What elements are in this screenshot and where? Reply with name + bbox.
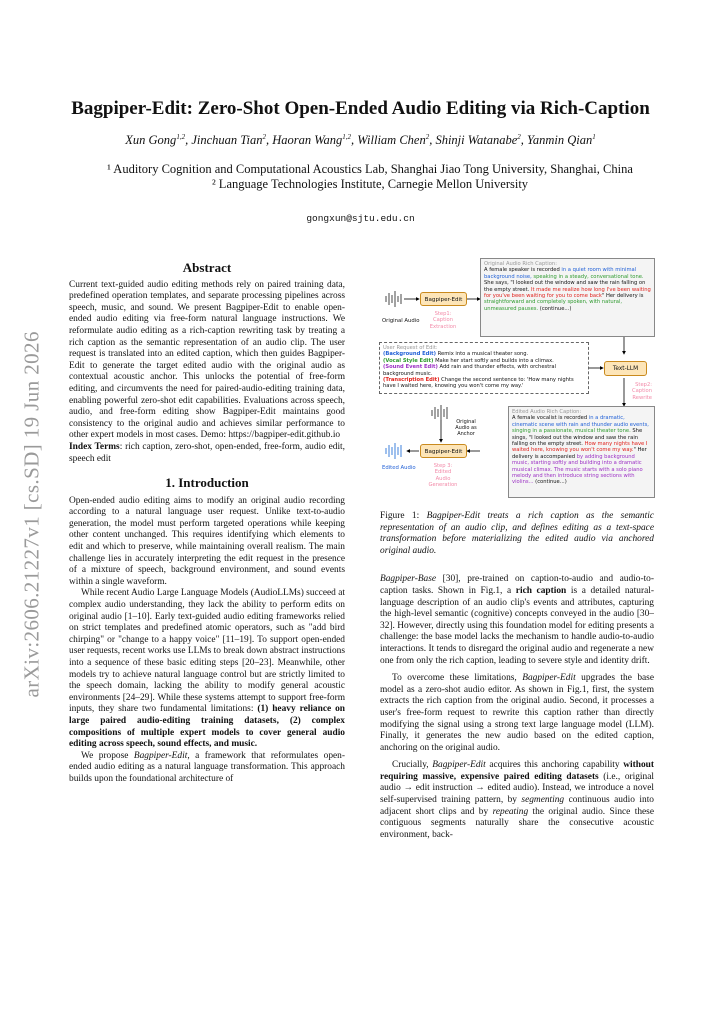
affiliation-2: ² Language Technologies Institute, Carnegie Mellon University — [211, 177, 529, 191]
index-terms — [69, 442, 345, 465]
rp3-bold: without requiring massive, expensive paired editing datasets — [380, 760, 654, 782]
caption-text: Bagpiper-Edit treats a rich caption as the semantic representation of an audio clip, and defines editing as a text-space transformation before materializing the edited audio via anchored original audio. — [380, 511, 654, 556]
edited-audio-label: Edited Audio — [382, 465, 416, 471]
intro-paragraph-2 — [69, 588, 345, 750]
arxiv-identifier: arXiv:2606.21227v1 [cs.SD] 19 Jun 2026 — [19, 331, 44, 698]
right-paragraph-3 — [380, 760, 654, 841]
rp3-i3: repeating — [492, 806, 529, 817]
oc-5: It made me realize how long I've been waiting for you've been waiting for you to come back — [484, 286, 651, 300]
original-audio-label: Original Audio — [382, 318, 420, 324]
ec-7: by adding background music, starting softly and building into a dramatic musical climax. — [512, 453, 642, 473]
intro-p3-a: We propose — [81, 750, 134, 761]
intro-paragraph-1: Open-ended audio editing aims to modify an original audio recording according to a natural language user request. Unlike text-to-audio generation, the model must perform targeted operations while keeping other content unchanged. This requires identifying which elements to edit and which to preserve, while maintaining overall realism. The main challenge lies in accurately interpreting the edit request in the presence of a mixture of speech, background environment, and sound events within a single waveform. — [69, 495, 345, 587]
oc-8: (continue...) — [538, 305, 572, 312]
step1-label: Step1: Caption Extraction — [429, 311, 457, 330]
figure-1 — [379, 258, 655, 498]
oc-3: speaking in a steady, conversational tone. — [531, 273, 644, 280]
bagpiper-box-bottom: Bagpiper-Edit — [420, 444, 467, 458]
req-sound-text: Add rain and thunder effects, with orchestral background music. — [383, 364, 557, 377]
rp2-a: To overcome these limitations, — [392, 673, 523, 684]
req-trans-text: Change the second sentence to: 'How many nights have I waited here, knowing you won't come my way.' — [383, 377, 574, 390]
oc-2: in a quiet room with minimal background noise, — [484, 267, 637, 280]
rp1-c: is a detailed natural-language description of an audio clip's events and attributes, capturing the high-level semantic (cognitive) concepts conveyed in the audio [30–32]. However, directly using this foundation model for editing presents a challenge: the base model lacks the mechanism to handle audio-to-audio interactions. It tends to disregard the original audio and regenerate a new one from only the rich caption, leading to severe style and identity drift. — [380, 585, 654, 666]
ec-8: The music starts with a solo piano melody and then introduce string sections with violins... — [512, 466, 643, 486]
anchor-label: Original Audio as Anchor — [455, 419, 477, 437]
ec-4: She sings, "I looked out the window and saw the rain falling on the empty street. — [512, 428, 643, 448]
rp3-e: the original audio. Since these contiguous segments naturally share the consecutive acoustic environment, back- — [380, 806, 654, 840]
text-llm-box: Text-LLM — [604, 361, 647, 376]
rp3-i: Bagpiper-Edit — [432, 760, 486, 771]
req-trans-tag: (Transcription Edit) — [383, 377, 440, 384]
intro-p2-text: While recent Audio Large Language Models (AudioLLMs) succeed at complex audio understanding, they lack the ability to perform edits on original audio [1–10]. Early text-guided audio editing frameworks relied on strict templates and predefined atomic operators, such as "add bird chirping" or "change to a happy voice" [11–19]. To support open-ended user requests, recent works use LLMs to break down abstract instructions into a sequence of these basic editing steps [20–23]. Meanwhile, other models try to achieve natural language control but are strictly limited to the speech domain, lacking the ability to modify general acoustic environments [24–29]. While these systems attempt to support free-form inputs, they share two fundamental limitations: — [69, 588, 345, 715]
oc-7: straightforward and completely spoken, with natural, unmeasured pauses. — [484, 299, 623, 312]
step3-label: Step 3: Edited Audio Generation — [428, 463, 458, 489]
request-title: User Request of Edit: — [383, 345, 438, 351]
author-email: gongxun@sjtu.edu.cn — [306, 213, 415, 224]
ec-2: in a dramatic, cinematic scene with rain and thunder audio events, — [512, 415, 649, 428]
intro-p3-b: , a framework that reformulates open-ended audio editing as a natural language transformation. This approach builds upon the foundational architecture of — [69, 750, 345, 784]
rp2-i: Bagpiper-Edit — [522, 673, 576, 684]
oc-1: A female speaker is recorded — [484, 267, 562, 274]
paper-title: Bagpiper-Edit: Zero-Shot Open-Ended Audio Editing via Rich-Caption — [71, 98, 650, 119]
rp1-b: [30], pre-trained on caption-to-audio and audio-to-caption tasks. Shown in Fig.1, a — [380, 574, 654, 596]
waveform-icon-anchor — [432, 405, 447, 421]
rp1-bold: rich caption — [515, 585, 567, 596]
affiliations — [70, 162, 670, 192]
rp1-a: Bagpiper-Base — [380, 574, 437, 585]
right-column — [380, 511, 654, 841]
left-column — [69, 262, 345, 786]
index-terms-label: Index Terms — [69, 441, 120, 452]
right-paragraph-1 — [380, 574, 654, 667]
step2-label: Step2: Caption Rewrite — [631, 382, 652, 401]
ec-3: singing in a passionate, musical theater tone. — [512, 428, 631, 435]
intro-p3-model: Bagpiper-Edit — [133, 750, 188, 761]
edited-caption-title: Edited Audio Rich Caption: — [512, 409, 582, 415]
rp3-i2: segmenting — [521, 795, 565, 806]
ec-5: How many nights have I waited here, knowing you won't come my way. — [512, 441, 648, 454]
intro-heading: 1. Introduction — [165, 475, 249, 491]
figure-caption — [380, 511, 654, 557]
author-list: Xun Gong$^{1,2}$, Jinchuan Tian$^2$, Haoran Wang$^{1,2}$, William Chen$^2$, Shinji Watanabe$^2$, Yanmin Qian$^1$ — [125, 133, 596, 148]
req-vocal-tag: (Vocal Style Edit) — [383, 357, 434, 364]
index-terms-text: : rich caption, zero-shot, open-ended, free-form, audio edit, speech edit — [69, 441, 345, 464]
rp3-a: Crucially, — [392, 760, 433, 771]
right-paragraph-2 — [380, 673, 654, 754]
oc-4: She says, "I looked out the window and saw the rain falling on the empty street. — [484, 280, 646, 293]
rp2-b: upgrades the base model as a zero-shot audio editor. As shown in Fig.1, first, the system extracts the rich caption from the original audio. Second, it processes a user's free-form request to rewrite this caption rather than directly modifying the signal using a strong text large language model (LLM). Finally, it generates the new audio based on the edited caption, anchoring on the original audio. — [380, 673, 654, 753]
original-caption-box — [480, 258, 655, 337]
abstract-body: Current text-guided audio editing methods rely on paired training data, predefined operation templates, and separate processing pipelines across speech, music, and sound. We present Bagpiper-Edit to enable open-ended audio editing via free-form natural language instructions. We reformulate audio editing as a rich-caption rewriting task by treating a rich caption as the semantic representation of an audio clip. The user request is translated into an edited caption, which then guides Bagpiper-Edit to generate the target edited audio with the original audio as contextual acoustic anchor. This unlocks the potential of free-form editing, and circumvents the need for paired-audio-editing training data, enabling powerful zero-shot edit capabilities. Evaluations across speech, audio, and free-form editing show Bagpiper-Edit maintains good consistency to the original audio and achieves similar performance to other expert models in most cases. Demo: https://bagpiper-edit.github.io — [69, 279, 345, 441]
ec-9: (continue...) — [533, 479, 567, 486]
waveform-icon — [386, 291, 401, 307]
req-vocal-text: Make her start softly and builds into a climax. — [433, 357, 554, 364]
intro-p2-bold: (1) heavy reliance on large paired audio-editing training datasets, (2) complex compositions of multiple expert models to cover general audio editing across speech, sound effects, and music. — [69, 704, 345, 750]
req-bg-tag: (Background Edit) — [383, 351, 436, 358]
req-bg-text: Remix into a musical theater song. — [435, 351, 529, 358]
rp3-c: (i.e., original audio → edit instruction → edited audio). Instead, we introduce a novel self-supervised training pattern, by — [380, 771, 654, 806]
bagpiper-box-top: Bagpiper-Edit — [420, 292, 467, 306]
original-caption-title: Original Audio Rich Caption: — [484, 261, 557, 267]
intro-paragraph-3 — [69, 751, 345, 786]
waveform-icon-edited — [386, 443, 401, 459]
user-request-box — [379, 342, 589, 394]
req-sound-tag: (Sound Event Edit) — [383, 364, 438, 371]
caption-label: Figure 1: — [380, 511, 427, 521]
affiliation-1: ¹ Auditory Cognition and Computational Acoustics Lab, Shanghai Jiao Tong University, Shanghai, China — [107, 162, 633, 176]
ec-6: " Her delivery is accompanied — [512, 447, 647, 460]
abstract-heading: Abstract — [182, 260, 232, 275]
oc-6: " Her delivery is — [601, 293, 644, 300]
ec-1: A female vocalist is recorded — [512, 415, 589, 422]
rp3-b: acquires this anchoring capability — [485, 760, 624, 771]
rp3-d: continuous audio into adjacent short clips and by — [380, 795, 654, 817]
edited-caption-box — [508, 406, 655, 498]
